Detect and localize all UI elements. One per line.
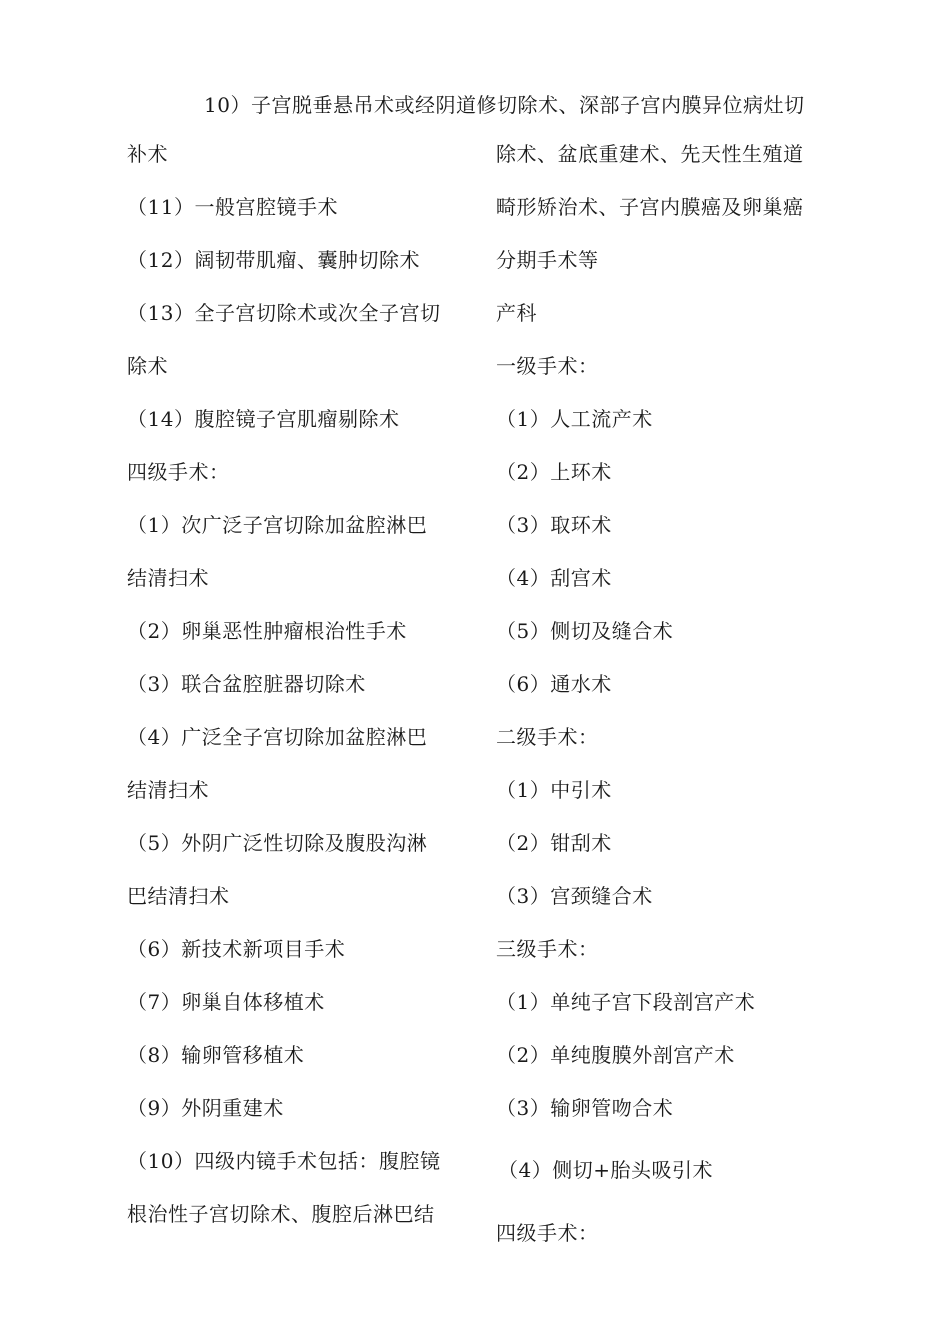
right-line: 畸形矫治术、子宫内膜癌及卵巢癌 <box>496 195 804 219</box>
left-line: 四级手术： <box>127 460 230 484</box>
right-line: 一级手术： <box>496 354 599 378</box>
left-line: （10）四级内镜手术包括：腹腔镜 <box>127 1149 441 1173</box>
right-line: （4）侧切+胎头吸引术 <box>498 1158 713 1182</box>
right-line: （2）单纯腹膜外剖宫产术 <box>496 1043 735 1067</box>
right-line: （5）侧切及缝合术 <box>496 619 674 643</box>
right-line: （1）单纯子宫下段剖宫产术 <box>496 990 756 1014</box>
left-line: （6）新技术新项目手术 <box>127 937 346 961</box>
right-line: （3）宫颈缝合术 <box>496 884 653 908</box>
left-line: （8）输卵管移植术 <box>127 1043 305 1067</box>
left-line: （5）外阴广泛性切除及腹股沟淋 <box>127 831 428 855</box>
right-line: 三级手术： <box>496 937 599 961</box>
clipped-line-text: （3）输卵管吻合术 <box>496 1096 674 1120</box>
left-line: （12）阔韧带肌瘤、囊肿切除术 <box>127 248 420 272</box>
left-line: （2）卵巢恶性肿瘤根治性手术 <box>127 619 407 643</box>
left-line: 除术 <box>127 354 168 378</box>
left-line: （14）腹腔镜子宫肌瘤剔除术 <box>127 407 400 431</box>
left-line: 补术 <box>127 142 168 166</box>
right-line: （4）刮宫术 <box>496 566 612 590</box>
right-line: （2）上环术 <box>496 460 612 484</box>
left-line: （7）卵巢自体移植术 <box>127 990 325 1014</box>
left-line: 巴结清扫术 <box>127 884 230 908</box>
right-line: 分期手术等 <box>496 248 599 272</box>
right-line: 除术、盆底重建术、先天性生殖道 <box>496 142 804 166</box>
left-line: （1）次广泛子宫切除加盆腔淋巴 <box>127 513 428 537</box>
right-line: 产科 <box>496 301 537 325</box>
clipped-line <box>496 1095 816 1120</box>
top-line: 10）子宫脱垂悬吊术或经阴道修切除术、深部子宫内膜异位病灶切 <box>204 93 805 117</box>
left-line: 结清扫术 <box>127 778 209 802</box>
left-line: （4）广泛全子宫切除加盆腔淋巴 <box>127 725 428 749</box>
clipped-bottom-line <box>496 1220 696 1245</box>
right-line: （1）人工流产术 <box>496 407 653 431</box>
left-line: （3）联合盆腔脏器切除术 <box>127 672 366 696</box>
right-line: 二级手术： <box>496 725 599 749</box>
left-line: （9）外阴重建术 <box>127 1096 284 1120</box>
right-line: （6）通水术 <box>496 672 612 696</box>
left-line: 结清扫术 <box>127 566 209 590</box>
right-line: （1）中引术 <box>496 778 612 802</box>
right-line: （3）取环术 <box>496 513 612 537</box>
left-line: （13）全子宫切除术或次全子宫切 <box>127 301 441 325</box>
right-line: （2）钳刮术 <box>496 831 612 855</box>
left-line: 根治性子宫切除术、腹腔后淋巴结 <box>127 1202 435 1226</box>
left-line: （11）一般宫腔镜手术 <box>127 195 338 219</box>
clipped-bottom-text: 四级手术： <box>496 1221 599 1245</box>
